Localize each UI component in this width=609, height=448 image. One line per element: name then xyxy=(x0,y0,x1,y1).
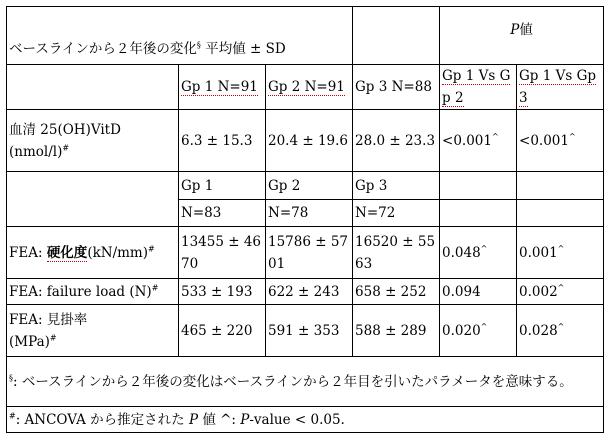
failure-p12: 0.094 xyxy=(440,279,517,305)
vitd-p12: <0.001^ xyxy=(440,110,517,172)
modulus-gp2: 591 ± 353 xyxy=(266,305,353,357)
failure-gp2: 622 ± 243 xyxy=(266,279,353,305)
modulus-label: FEA: 見掛率 (MPa)# xyxy=(7,305,179,357)
modulus-gp3: 588 ± 289 xyxy=(353,305,440,357)
vitd-gp3: 28.0 ± 23.3 xyxy=(353,110,440,172)
stiffness-label: FEA: 硬化度(kN/mm)# xyxy=(7,227,179,279)
footnote-ancova: #: ANCOVA から推定された P 値 ^: P-value < 0.05. xyxy=(7,407,604,433)
modulus-p13: 0.028^ xyxy=(517,305,604,357)
subgroup3-label: Gp 3 xyxy=(353,172,440,200)
compare-1-3-header: Gp 1 Vs Gp 3 xyxy=(517,65,604,110)
failure-p13: 0.002^ xyxy=(517,279,604,305)
stiffness-p13: 0.001^ xyxy=(517,227,604,279)
subgroup1-n: N=83 xyxy=(179,200,266,227)
failure-gp3: 658 ± 252 xyxy=(353,279,440,305)
subgroup2-n: N=78 xyxy=(266,200,353,227)
failure-gp1: 533 ± 193 xyxy=(179,279,266,305)
stiffness-p12: 0.048^ xyxy=(440,227,517,279)
modulus-gp1: 465 ± 220 xyxy=(179,305,266,357)
compare-1-2-header: Gp 1 Vs Gp 2 xyxy=(440,65,517,110)
subgroup1-label: Gp 1 xyxy=(179,172,266,200)
group3-header: Gp 3 N=88 xyxy=(353,65,440,110)
vitd-gp2: 20.4 ± 19.6 xyxy=(266,110,353,172)
header-change-label xyxy=(7,7,353,65)
header-p-value: P値 xyxy=(440,7,604,65)
vitd-p13: <0.001^ xyxy=(517,110,604,172)
vitd-label: 血清 25(OH)VitD (nmol/l)# xyxy=(7,110,179,172)
group2-header: Gp 2 N=91 xyxy=(266,65,353,110)
subgroup3-n: N=72 xyxy=(353,200,440,227)
subgroup2-label: Gp 2 xyxy=(266,172,353,200)
header-mean-sd: 平均値 ± SD xyxy=(205,41,286,57)
stiffness-gp2: 15786 ± 5701 xyxy=(266,227,353,279)
section-mark: § xyxy=(196,40,201,50)
footnote-section: §: ベースラインから２年後の変化はベースラインから２年目を引いたパラメータを意味する。 xyxy=(7,357,604,407)
results-table xyxy=(6,6,604,433)
vitd-gp1: 6.3 ± 15.3 xyxy=(179,110,266,172)
group1-header: Gp 1 N=91 xyxy=(179,65,266,110)
modulus-p12: 0.020^ xyxy=(440,305,517,357)
stiffness-gp1: 13455 ± 4670 xyxy=(179,227,266,279)
header-change-text: ベースラインから２年後の変化 xyxy=(9,41,197,57)
failure-label: FEA: failure load (N)# xyxy=(7,279,179,305)
stiffness-gp3: 16520 ± 5563 xyxy=(353,227,440,279)
